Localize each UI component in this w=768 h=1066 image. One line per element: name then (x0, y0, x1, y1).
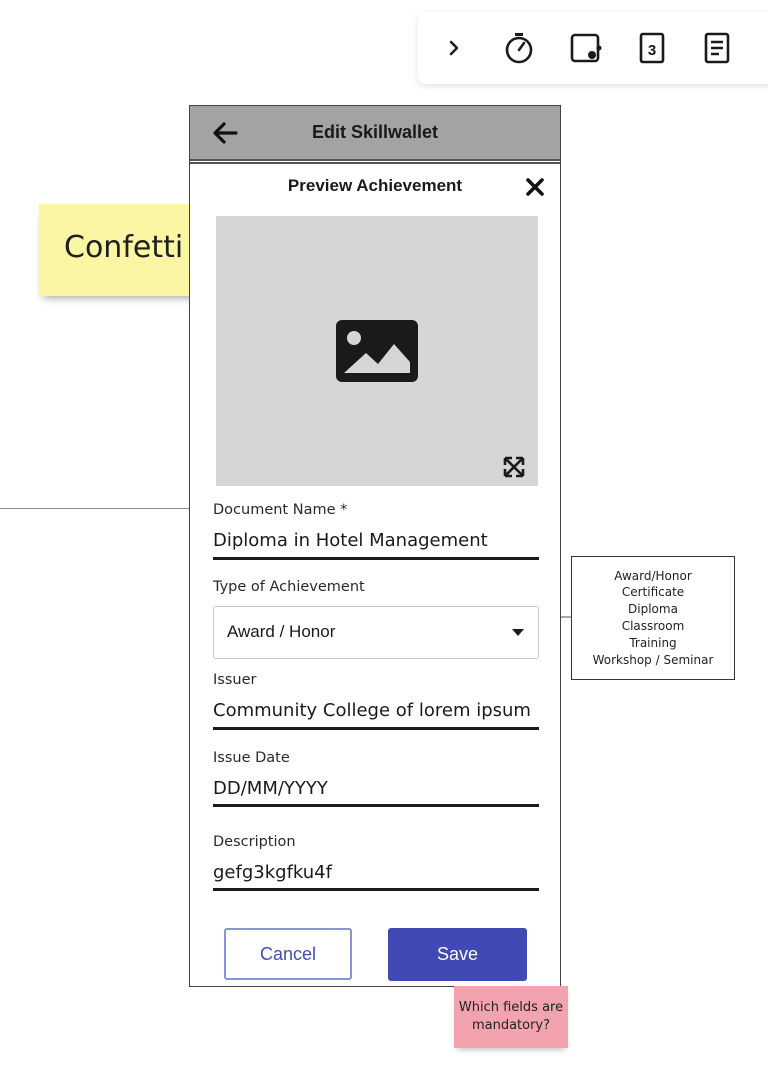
number-3-label: 3 (647, 42, 657, 59)
field-underline (213, 557, 539, 560)
connector-line (0, 508, 189, 509)
image-preview (216, 216, 538, 486)
page-title: Edit Skillwallet (311, 122, 439, 142)
achievement-type-label: Type of Achievement (213, 579, 365, 595)
achievement-type-select[interactable] (213, 606, 539, 659)
note-option: Classroom (621, 619, 685, 633)
phone-screen (189, 105, 561, 987)
achievement-types-note (571, 556, 735, 680)
cancel-button[interactable]: Cancel (224, 928, 352, 980)
chevron-right-icon[interactable] (436, 30, 472, 66)
note-option: Certificate (621, 585, 685, 600)
app-header (190, 106, 560, 161)
save-button[interactable]: Save (388, 928, 527, 981)
issue-date-label: Issue Date (213, 750, 290, 766)
image-icon (336, 320, 418, 382)
field-underline (213, 888, 539, 891)
number-3-icon[interactable] (634, 30, 670, 66)
top-toolbar (418, 12, 768, 84)
note-option: Training (629, 635, 677, 650)
document-name-label: Document Name * (213, 502, 348, 518)
header-divider (190, 162, 560, 164)
sticky-note-mandatory (454, 986, 568, 1048)
sticky-note-text: Which fields are mandatory? (458, 1000, 564, 1033)
modal-title: Preview Achievement (287, 176, 463, 195)
description-field[interactable]: gefg3kgfku4f (213, 862, 332, 883)
field-underline (213, 804, 539, 807)
expand-icon[interactable] (503, 456, 525, 478)
sticky-note-text: Confetti (64, 230, 184, 265)
sticky-note-confetti (39, 204, 209, 296)
document-name-field[interactable]: Diploma in Hotel Management (213, 530, 488, 551)
close-icon[interactable] (524, 176, 546, 198)
note-option: Diploma (628, 602, 678, 617)
note-option: Workshop / Seminar (592, 652, 714, 667)
timer-icon[interactable] (501, 30, 537, 66)
issuer-label: Issuer (213, 672, 257, 688)
issue-date-field[interactable]: DD/MM/YYYY (213, 778, 328, 799)
caret-down-icon (512, 629, 524, 637)
field-underline (213, 727, 539, 730)
note-option: Award/Honor (614, 568, 692, 583)
description-label: Description (213, 834, 296, 850)
notes-icon[interactable] (699, 30, 735, 66)
achievement-type-value: Award / Honor (227, 622, 336, 641)
card-dot-icon[interactable] (568, 30, 604, 66)
issuer-field[interactable]: Community College of lorem ipsum (213, 700, 531, 721)
